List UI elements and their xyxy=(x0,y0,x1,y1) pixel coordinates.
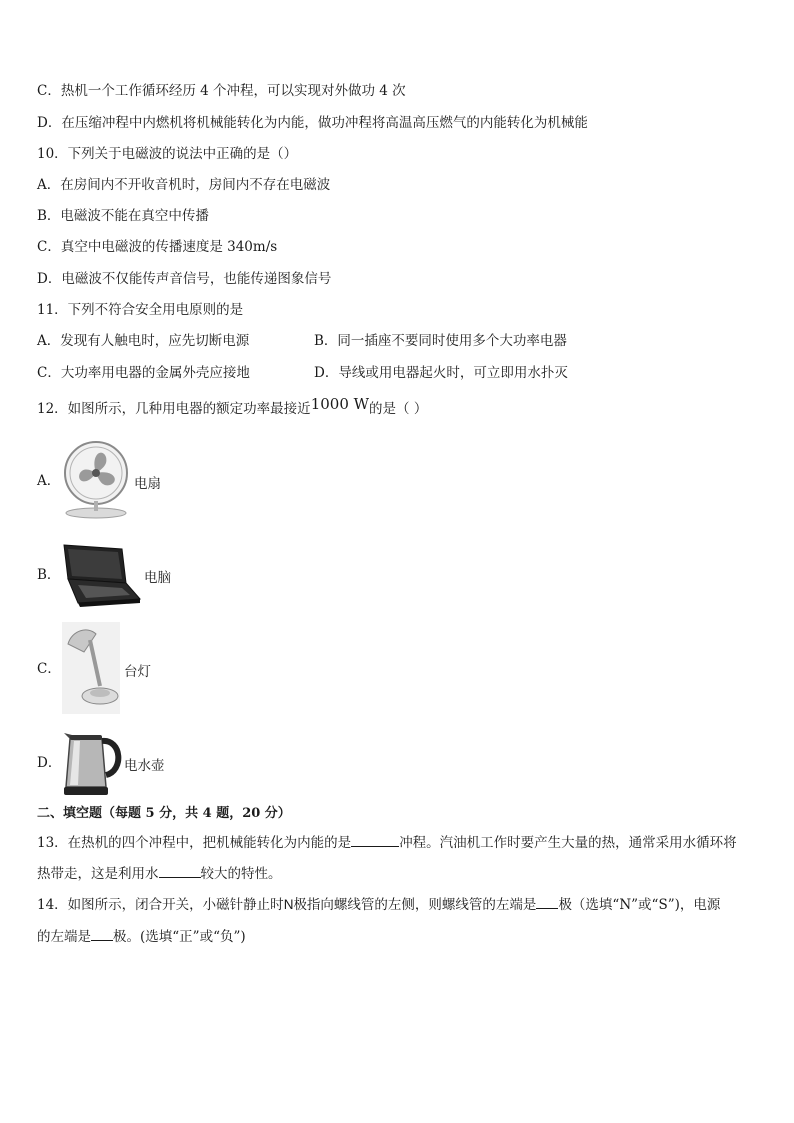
q13-blank-1[interactable] xyxy=(351,832,399,847)
q12-option-b-letter: B． xyxy=(37,567,61,583)
q11-option-b: B．同一插座不要同时使用多个大功率电器 xyxy=(314,333,567,349)
q13-text-2a: 热带走，这是利用水 xyxy=(37,866,159,882)
q10-option-a: A．在房间内不开收音机时，房间内不存在电磁波 xyxy=(37,177,331,193)
q9-option-c: C．热机一个工作循环经历 4 个冲程，可以实现对外做功 4 次 xyxy=(37,83,406,99)
q10-stem: 10．下列关于电磁波的说法中正确的是（） xyxy=(37,146,298,162)
section-2-heading: 二、填空题（每题 5 分，共 4 题，20 分） xyxy=(37,806,291,821)
q14-text-2a: 的左端是 xyxy=(37,929,91,945)
q13-text-2b: 较大的特性。 xyxy=(200,866,282,882)
q14-blank-2[interactable] xyxy=(91,926,113,941)
q12-option-d-caption: 电水壶 xyxy=(124,758,165,774)
q14-blank-1[interactable] xyxy=(536,894,558,909)
q11-option-c: C．大功率用电器的金属外壳应接地 xyxy=(37,365,250,381)
fan-icon xyxy=(62,435,130,521)
q12-stem-value: 1000 W xyxy=(310,395,370,413)
q9-option-d: D．在压缩冲程中内燃机将机械能转化为内能，做功冲程将高温高压燃气的内能转化为机械能 xyxy=(37,115,588,131)
q14-line-2 xyxy=(37,926,246,946)
q12-option-d-letter: D． xyxy=(37,755,62,771)
q14-text-1b: 极指向螺线管的左侧，则螺线管的左端是 xyxy=(293,897,537,913)
q13-blank-2[interactable] xyxy=(159,863,201,878)
q11-option-d: D．导线或用电器起火时，可立即用水扑灭 xyxy=(314,365,568,381)
q10-option-d: D．电磁波不仅能传声音信号，也能传递图象信号 xyxy=(37,271,332,287)
q14-text-1c: 极（选填“N”或“S”)，电源 xyxy=(558,897,721,913)
q14-text-2b: 极。(选填“正”或“负”) xyxy=(113,929,246,945)
q12-stem xyxy=(37,395,428,418)
desk-lamp-icon xyxy=(62,622,120,714)
q13-line-2 xyxy=(37,863,282,883)
q13-line-1 xyxy=(37,832,737,852)
q12-option-c-letter: C． xyxy=(37,661,61,677)
q10-option-c: C．真空中电磁波的传播速度是 340m/s xyxy=(37,239,278,255)
q13-text-1a: 13．在热机的四个冲程中，把机械能转化为内能的是 xyxy=(37,835,352,851)
q14-text-1a: 14．如图所示，闭合开关，小磁针静止时 xyxy=(37,897,284,913)
q12-stem-after: 的是（ ） xyxy=(369,401,428,417)
q12-option-a-caption: 电扇 xyxy=(134,476,161,492)
q12-option-b-caption: 电脑 xyxy=(144,570,171,586)
q12-stem-before: 12．如图所示，几种用电器的额定功率最接近 xyxy=(37,401,311,417)
q14-line-1 xyxy=(37,894,720,914)
q13-text-1b: 冲程。汽油机工作时要产生大量的热，通常采用水循环将 xyxy=(399,835,737,851)
q14-n-pole: N xyxy=(283,897,294,912)
q11-stem: 11．下列不符合安全用电原则的是 xyxy=(37,302,244,318)
electric-kettle-icon xyxy=(62,727,124,797)
q10-option-b: B．电磁波不能在真空中传播 xyxy=(37,208,209,224)
q12-option-a-letter: A． xyxy=(37,473,61,489)
q12-option-c-caption: 台灯 xyxy=(124,664,151,680)
q11-option-a: A．发现有人触电时，应先切断电源 xyxy=(37,333,250,349)
laptop-icon xyxy=(60,543,142,609)
